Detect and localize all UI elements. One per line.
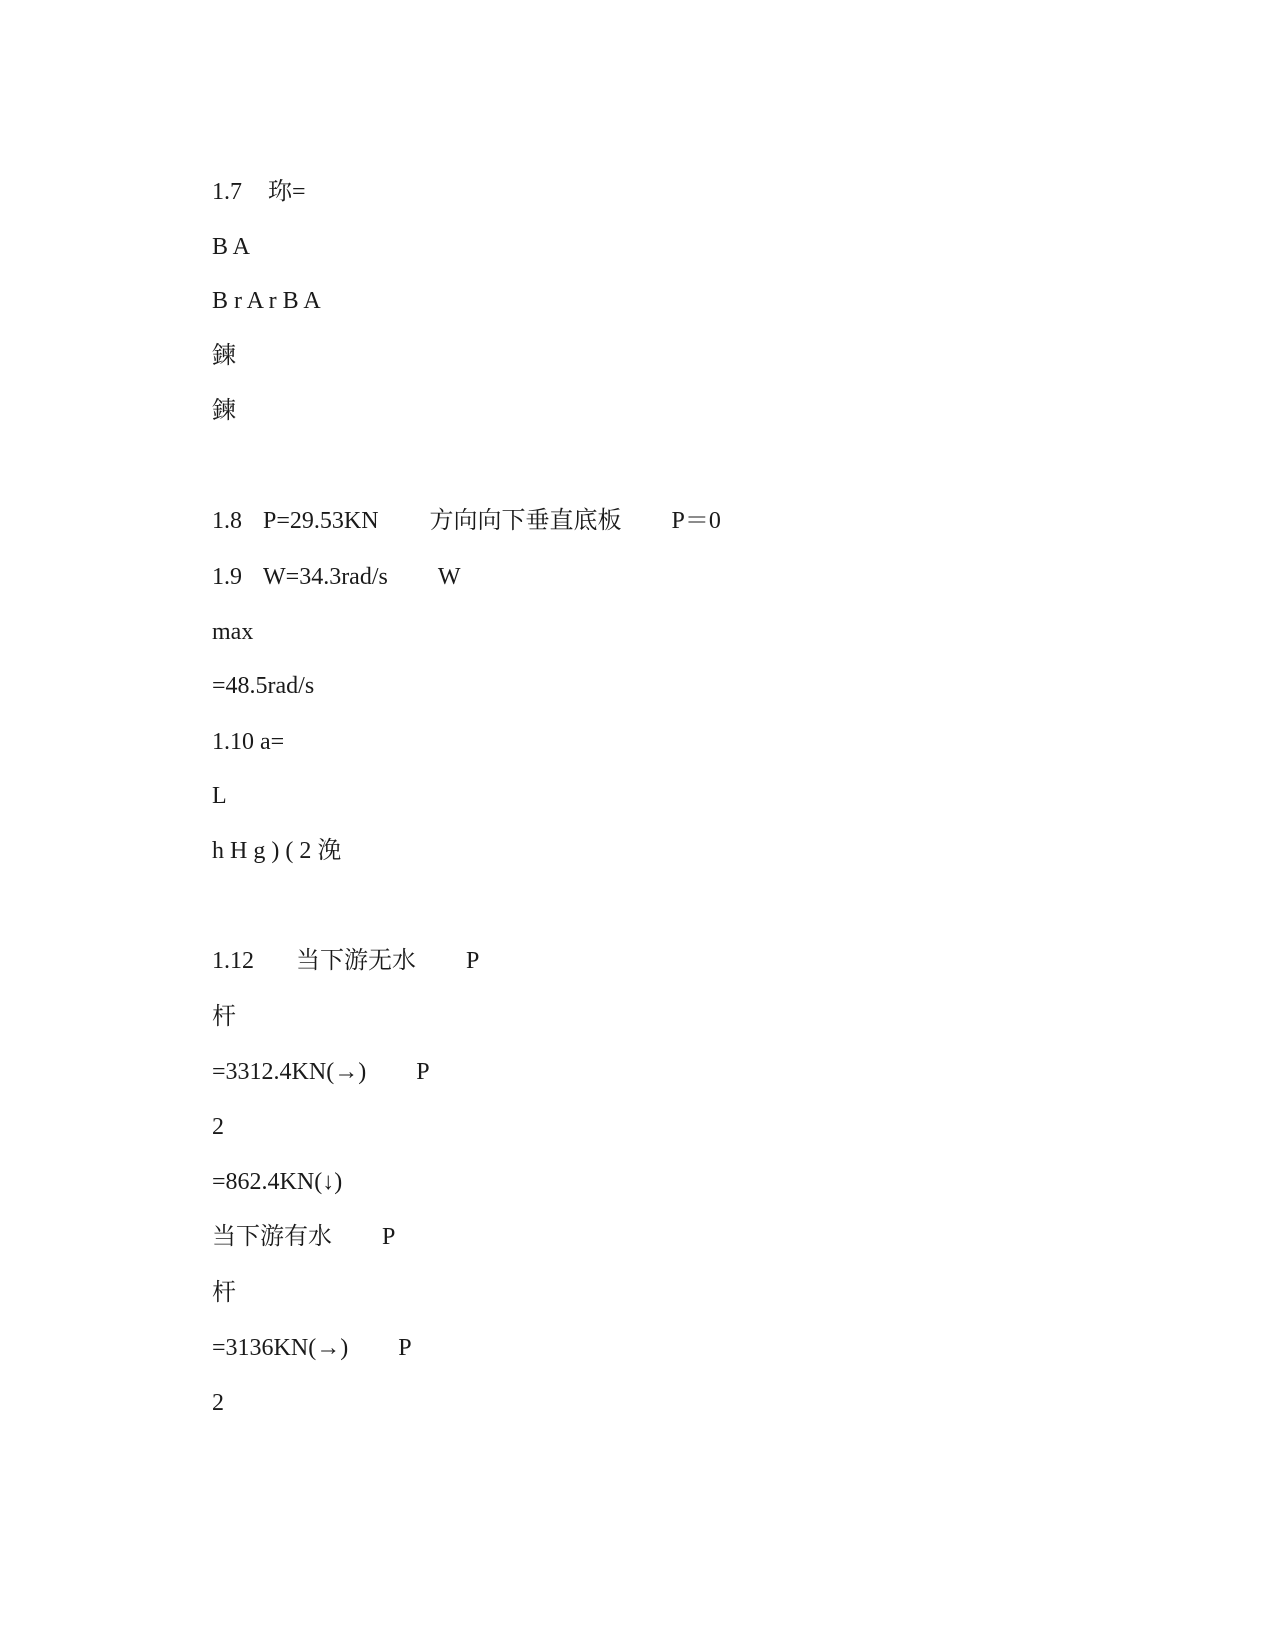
text-segment: 杆 bbox=[212, 1004, 236, 1030]
text-segment: 当下游有水 bbox=[212, 1224, 332, 1250]
text-segment: B r A r B A bbox=[212, 288, 321, 314]
text-segment: P＝0 bbox=[671, 508, 721, 534]
text-segment: B A bbox=[212, 234, 251, 260]
text-segment: 1.7 bbox=[212, 179, 242, 205]
text-segment: =3312.4KN(→) bbox=[212, 1059, 367, 1085]
text-segment: max bbox=[212, 619, 254, 645]
text-segment: 鍊 bbox=[212, 343, 236, 369]
text-segment: 1.8 bbox=[212, 508, 242, 534]
text-segment: 2 bbox=[212, 1390, 224, 1416]
text-segment: W=34.3rad/s bbox=[263, 564, 388, 590]
text-segment: =3136KN(→) bbox=[212, 1335, 349, 1361]
text-segment: 杆 bbox=[212, 1280, 236, 1306]
text-segment: P bbox=[382, 1224, 396, 1250]
text-segment: 1.9 bbox=[212, 564, 242, 590]
text-line bbox=[188, 369, 236, 453]
text-segment: L bbox=[212, 783, 227, 809]
text-line bbox=[188, 1030, 430, 1114]
text-segment: 当下游无水 bbox=[296, 948, 416, 974]
text-line bbox=[188, 809, 341, 893]
text-segment: 2 bbox=[212, 1114, 224, 1140]
text-segment: 1.10 a= bbox=[212, 729, 285, 755]
text-segment: P bbox=[398, 1335, 412, 1361]
text-segment: 方向向下垂直底板 bbox=[429, 508, 622, 534]
text-segment: P bbox=[416, 1059, 430, 1085]
text-segment: 鍊 bbox=[212, 398, 236, 424]
text-segment: 珎= bbox=[268, 179, 306, 205]
text-segment: 1.12 bbox=[212, 948, 254, 974]
text-segment: W bbox=[437, 564, 461, 590]
text-segment: =862.4KN(↓) bbox=[212, 1169, 343, 1195]
text-segment: h H g ) ( 2 浼 bbox=[212, 838, 342, 864]
text-segment: =48.5rad/s bbox=[212, 673, 315, 699]
text-segment: P=29.53KN bbox=[263, 508, 379, 534]
text-segment: P bbox=[466, 948, 480, 974]
text-line bbox=[188, 1361, 224, 1445]
